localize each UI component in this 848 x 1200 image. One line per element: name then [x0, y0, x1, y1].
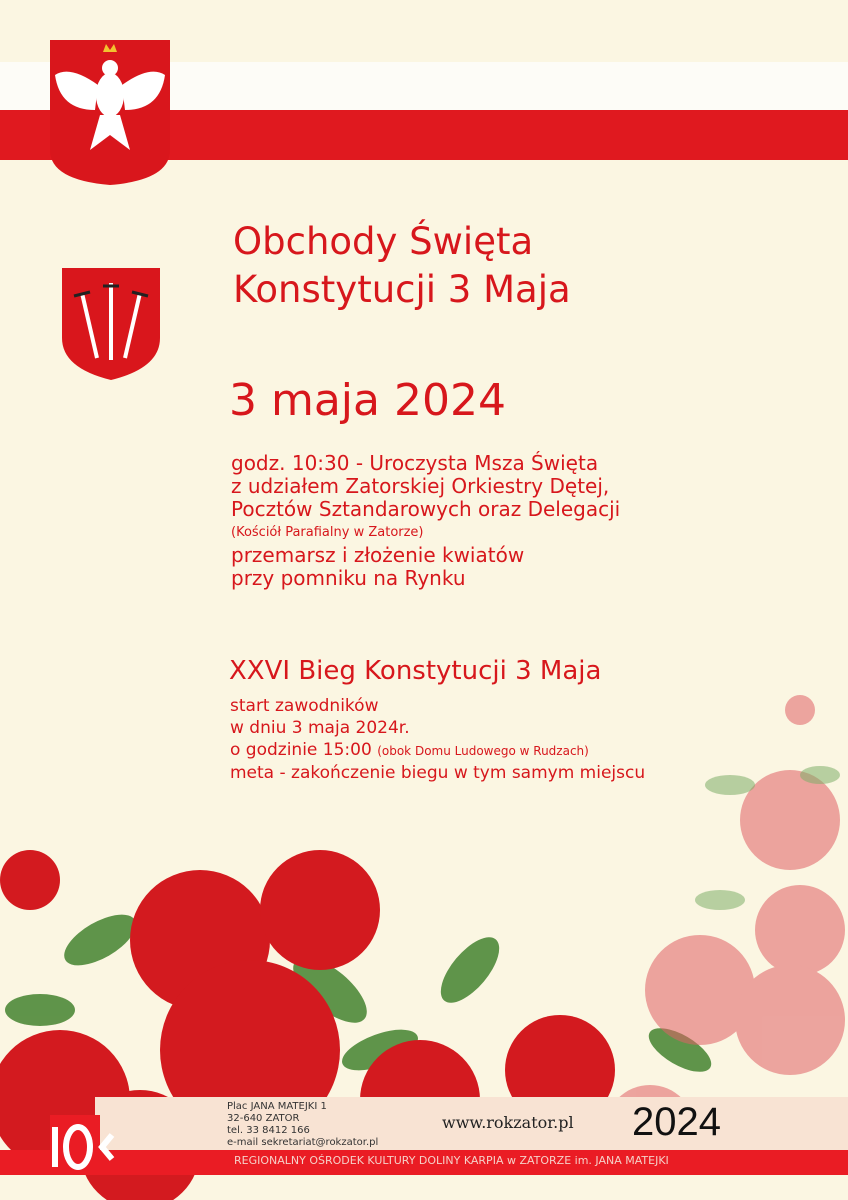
race-line: w dniu 3 maja 2024r.: [230, 718, 410, 738]
website-link[interactable]: www.rokzator.pl: [442, 1113, 574, 1132]
rok-logo-icon: [50, 1105, 120, 1175]
title-line-1: Obchody Święta: [233, 220, 534, 263]
mass-line: z udziałem Zatorskiej Orkiestry Dętej,: [231, 474, 610, 498]
mass-line: przemarsz i złożenie kwiatów: [231, 543, 525, 567]
zator-coat-of-arms-icon: [62, 268, 160, 380]
race-time: o godzinie 15:00: [230, 740, 372, 760]
mass-place: (Kościół Parafialny w Zatorze): [231, 525, 424, 540]
footer-year: 2024: [632, 1100, 721, 1144]
event-date: 3 maja 2024: [229, 375, 506, 426]
address-block: [227, 1101, 378, 1149]
race-place: (obok Domu Ludowego w Rudzach): [377, 744, 589, 758]
polish-eagle-emblem-icon: [50, 40, 170, 185]
race-line: start zawodników: [230, 696, 379, 716]
mass-line: godz. 10:30 - Uroczysta Msza Święta: [231, 451, 599, 475]
mass-line: przy pomniku na Rynku: [231, 566, 466, 590]
address-line: Plac JANA MATEJKI 1: [227, 1101, 327, 1112]
mass-details: [231, 452, 620, 590]
race-title: XXVI Bieg Konstytucji 3 Maja: [229, 656, 602, 686]
event-title: [233, 218, 571, 314]
title-line-2: Konstytucji 3 Maja: [233, 268, 571, 311]
mass-line: Pocztów Sztandarowych oraz Delegacji: [231, 497, 621, 521]
race-line: meta - zakończenie biegu w tym samym miejscu: [230, 763, 646, 783]
phone: tel. 33 8412 166: [227, 1125, 310, 1136]
address-line: 32-640 ZATOR: [227, 1113, 300, 1124]
email: e-mail sekretariat@rokzator.pl: [227, 1137, 379, 1148]
organization-name: REGIONALNY OŚRODEK KULTURY DOLINY KARPIA w ZATORZE im. JANA MATEJKI: [234, 1154, 669, 1167]
